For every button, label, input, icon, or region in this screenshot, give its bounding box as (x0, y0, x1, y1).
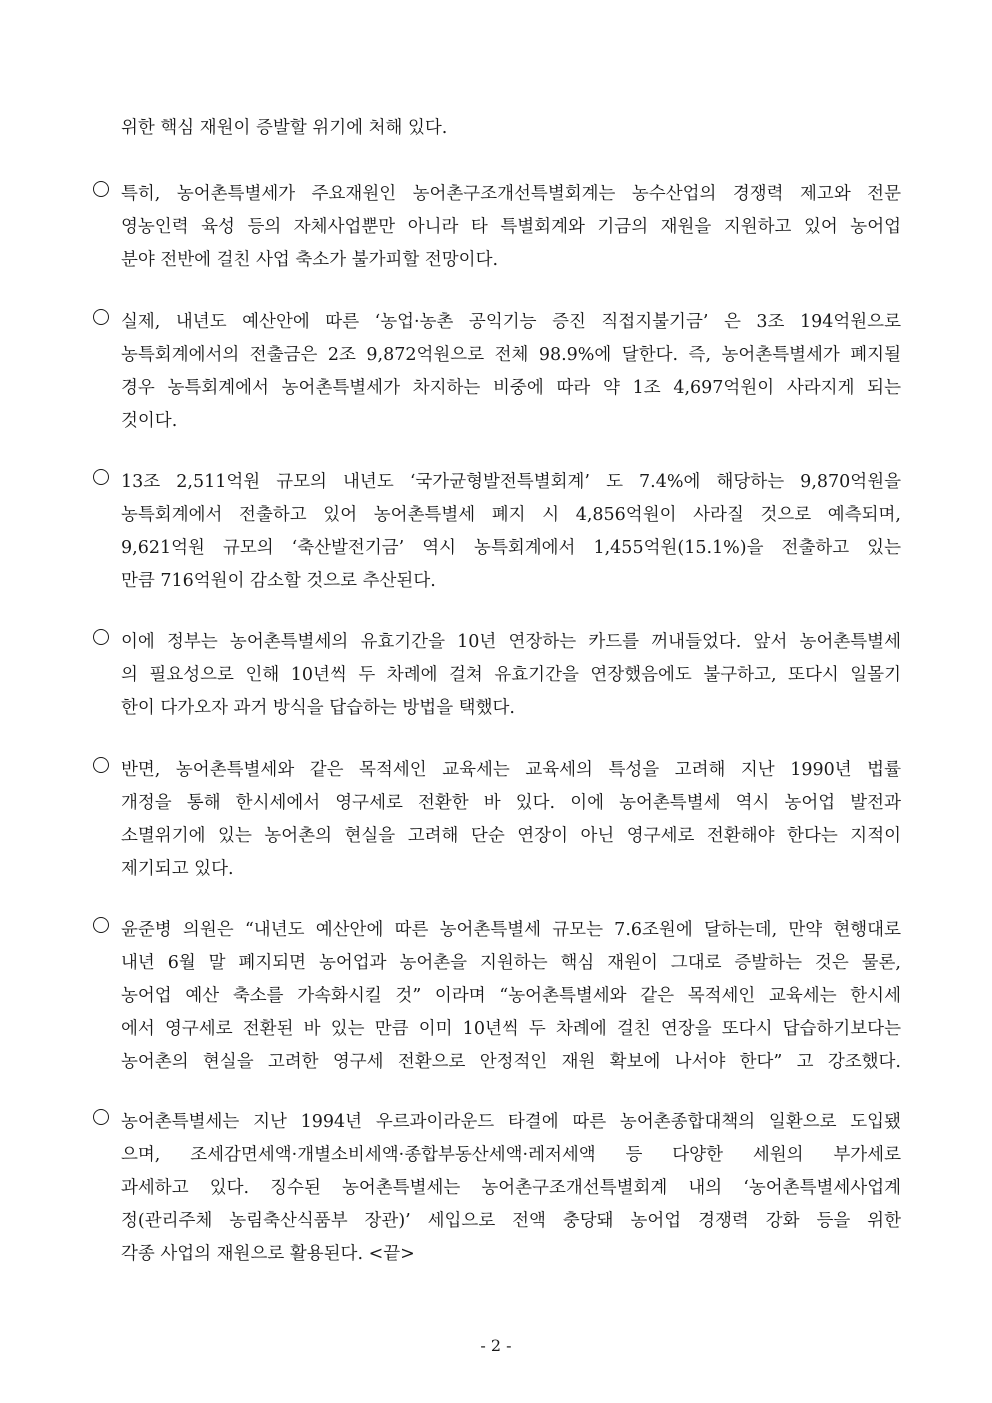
text-line: 특히, 농어촌특별세가 주요재원인 농어촌구조개선특별회계는 농수산업의 경쟁력 제고와 전문 (121, 184, 901, 204)
text-line: 의 필요성으로 인해 10년씩 두 차례에 걸쳐 유효기간을 연장했음에도 불구하고, 또다시 일몰기 (121, 665, 901, 685)
circle-bullet-icon (93, 181, 109, 197)
paragraph-text (121, 1106, 901, 1271)
paragraph-text (121, 754, 901, 886)
text-line: 9,621억원 규모의 ‘축산발전기금’ 역시 농특회계에서 1,455억원(15.1%)을 전출하고 있는 (121, 538, 901, 558)
paragraph-text (121, 626, 901, 725)
paragraph-4 (93, 626, 901, 725)
text-line: 에서 영구세로 전환된 바 있는 만큼 이미 10년씩 두 차례에 걸친 연장을 또다시 답습하기보다는 (121, 1019, 901, 1039)
text-line: 만큼 716억원이 감소할 것으로 추산된다. (121, 571, 436, 591)
paragraph-6 (93, 914, 901, 1079)
text-line: 이에 정부는 농어촌특별세의 유효기간을 10년 연장하는 카드를 꺼내들었다. 앞서 농어촌특별세 (121, 632, 901, 652)
text-line: 으며, 조세감면세액·개별소비세액·종합부동산세액·레저세액 등 다양한 세원의 부가세로 (121, 1145, 901, 1165)
paragraph-1 (93, 178, 901, 277)
circle-bullet-icon (93, 629, 109, 645)
paragraph-text (121, 466, 901, 598)
text-line: 농특회계에서 전출하고 있어 농어촌특별세 폐지 시 4,856억원이 사라질 것으로 예측되며, (121, 505, 901, 525)
text-line: 정(관리주체 농림축산식품부 장관)’ 세입으로 전액 충당돼 농어업 경쟁력 강화 등을 위한 (121, 1211, 901, 1231)
text-line: 개정을 통해 한시세에서 영구세로 전환한 바 있다. 이에 농어촌특별세 역시 농어업 발전과 (121, 793, 901, 813)
circle-bullet-icon (93, 469, 109, 485)
page-number: - 2 - (480, 1336, 512, 1355)
text-line: 영농인력 육성 등의 자체사업뿐만 아니라 타 특별회계와 기금의 재원을 지원하고 있어 농어업 (121, 217, 901, 237)
text-line: 과세하고 있다. 징수된 농어촌특별세는 농어촌구조개선특별회계 내의 ‘농어촌특별세사업계 (121, 1178, 901, 1198)
paragraph-7 (93, 1106, 901, 1271)
text-line: 각종 사업의 재원으로 활용된다. <끝> (121, 1244, 415, 1264)
text-line: 농어업 예산 축소를 가속화시킬 것” 이라며 “농어촌특별세와 같은 목적세인 교육세는 한시세 (121, 986, 901, 1006)
text-line: 소멸위기에 있는 농어촌의 현실을 고려해 단순 연장이 아닌 영구세로 전환해야 한다는 지적이 (121, 826, 901, 846)
text-line: 실제, 내년도 예산안에 따른 ‘농업·농촌 공익기능 증진 직접지불기금’ 은 3조 194억원으로 (121, 312, 901, 332)
paragraph-2 (93, 306, 901, 438)
text-line: 반면, 농어촌특별세와 같은 목적세인 교육세는 교육세의 특성을 고려해 지난 1990년 법률 (121, 760, 901, 780)
text-line: 한이 다가오자 과거 방식을 답습하는 방법을 택했다. (121, 698, 515, 718)
paragraph-text (121, 178, 901, 277)
circle-bullet-icon (93, 757, 109, 773)
paragraph-5 (93, 754, 901, 886)
text-line: 제기되고 있다. (121, 859, 234, 879)
text-line: 내년 6월 말 폐지되면 농어업과 농어촌을 지원하는 핵심 재원이 그대로 증발하는 것은 물론, (121, 953, 901, 973)
text-line: 13조 2,511억원 규모의 내년도 ‘국가균형발전특별회계’ 도 7.4%에 해당하는 9,870억원을 (121, 472, 901, 492)
paragraph-3 (93, 466, 901, 598)
text-line: 경우 농특회계에서 농어촌특별세가 차지하는 비중에 따라 약 1조 4,697억원이 사라지게 되는 (121, 378, 901, 398)
circle-bullet-icon (93, 917, 109, 933)
circle-bullet-icon (93, 309, 109, 325)
text-line: 농어촌의 현실을 고려한 영구세 전환으로 안정적인 재원 확보에 나서야 한다” 고 강조했다. (121, 1052, 901, 1072)
text-line: 것이다. (121, 411, 178, 431)
paragraph-text (121, 306, 901, 438)
text-line: 농어촌특별세는 지난 1994년 우르과이라운드 타결에 따른 농어촌종합대책의 일환으로 도입됐 (121, 1112, 901, 1132)
continuation-text: 위한 핵심 재원이 증발할 위기에 처해 있다. (121, 118, 448, 138)
paragraph-text (121, 914, 901, 1079)
circle-bullet-icon (93, 1109, 109, 1125)
text-line: 농특회계에서의 전출금은 2조 9,872억원으로 전체 98.9%에 달한다. 즉, 농어촌특별세가 폐지될 (121, 345, 901, 365)
text-line: 분야 전반에 걸친 사업 축소가 불가피할 전망이다. (121, 250, 499, 270)
text-line: 윤준병 의원은 “내년도 예산안에 따른 농어촌특별세 규모는 7.6조원에 달하는데, 만약 현행대로 (121, 920, 901, 940)
